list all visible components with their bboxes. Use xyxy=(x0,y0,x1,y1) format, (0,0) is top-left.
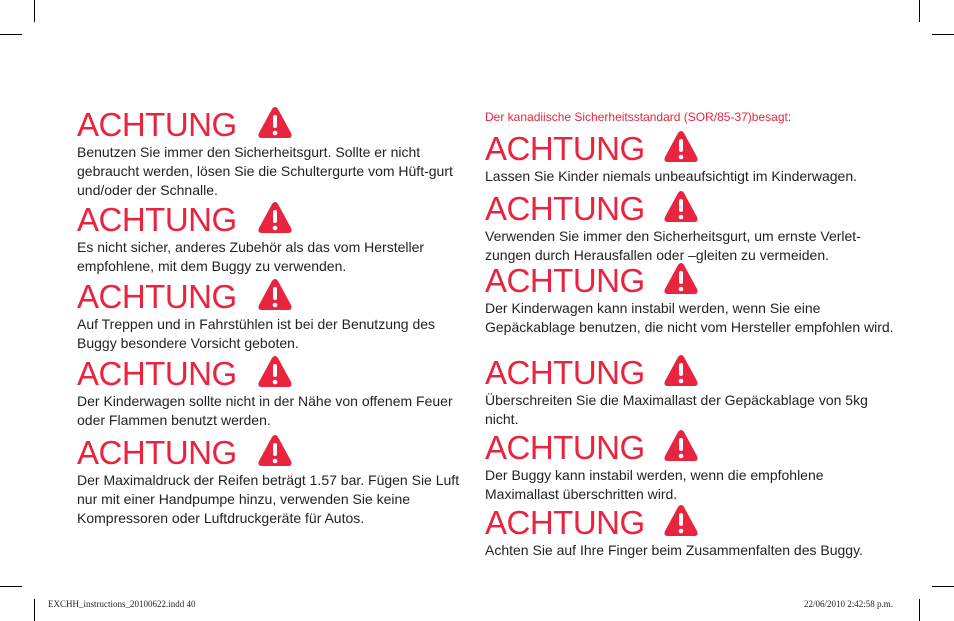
warning-block xyxy=(77,203,467,276)
warning-title: ACHTUNG xyxy=(77,434,237,471)
warning-title: ACHTUNG xyxy=(77,201,237,238)
warning-title: ACHTUNG xyxy=(485,130,645,167)
crop-mark xyxy=(919,0,920,22)
crop-mark xyxy=(0,34,22,35)
warning-triangle-icon xyxy=(663,129,699,165)
warning-triangle-icon xyxy=(663,353,699,389)
crop-mark xyxy=(0,586,22,587)
warning-triangle-icon xyxy=(663,503,699,539)
warning-text: Benutzen Sie immer den Sicherheitsgurt. Sollte er nicht gebraucht werden, lösen Sie die Schultergurte vom Hüft-gurt und/oder der Schnalle. xyxy=(77,144,453,198)
warning-block xyxy=(77,280,467,353)
warning-text: Verwenden Sie immer den Sicherheitsgurt, um ernste Verlet-zungen durch Herausfallen oder –gleiten zu vermeiden. xyxy=(485,228,861,263)
warning-text: Achten Sie auf Ihre Finger beim Zusammenfalten des Buggy. xyxy=(485,542,863,558)
warning-block xyxy=(485,264,905,337)
warning-block xyxy=(485,356,905,429)
warning-block xyxy=(77,357,467,430)
warning-title: ACHTUNG xyxy=(485,262,645,299)
warning-block xyxy=(485,431,905,504)
warning-text: Der Buggy kann instabil werden, wenn die empfohlene Maximallast überschritten wird. xyxy=(485,467,824,502)
warning-title: ACHTUNG xyxy=(485,504,645,541)
warning-text: Es nicht sicher, anderes Zubehör als das vom Hersteller empfohlene, mit dem Buggy zu verwenden. xyxy=(77,239,425,274)
warning-block xyxy=(485,132,905,186)
warning-title: ACHTUNG xyxy=(485,429,645,466)
warning-title: ACHTUNG xyxy=(485,354,645,391)
warning-triangle-icon xyxy=(257,200,293,236)
crop-mark xyxy=(932,586,954,587)
warning-triangle-icon xyxy=(663,428,699,464)
warning-triangle-icon xyxy=(663,189,699,225)
warning-title: ACHTUNG xyxy=(77,106,237,143)
warning-triangle-icon xyxy=(257,105,293,141)
warning-text: Lassen Sie Kinder niemals unbeaufsichtigt im Kinderwagen. xyxy=(485,168,857,184)
warning-triangle-icon xyxy=(257,354,293,390)
warning-title: ACHTUNG xyxy=(77,278,237,315)
warning-text: Der Maximaldruck der Reifen beträgt 1.57 bar. Fügen Sie Luft nur mit einer Handpumpe hinzu, verwenden Sie keine Kompressoren oder Luftdruckgeräte für Autos. xyxy=(77,472,460,526)
warning-block xyxy=(77,108,467,200)
footer-filename: EXCHH_instructions_20100622.indd 40 xyxy=(48,599,196,609)
warning-triangle-icon xyxy=(663,261,699,297)
crop-mark xyxy=(34,599,35,621)
warning-block xyxy=(485,192,905,265)
warning-text: Der Kinderwagen kann instabil werden, wenn Sie eine Gepäckablage benutzen, die nicht vom Hersteller empfohlen wird. xyxy=(485,300,894,335)
warning-block xyxy=(485,506,905,560)
warning-title: ACHTUNG xyxy=(485,190,645,227)
crop-mark xyxy=(932,34,954,35)
warning-triangle-icon xyxy=(257,277,293,313)
warning-text: Der Kinderwagen sollte nicht in der Nähe von offenem Feuer oder Flammen benutzt werden. xyxy=(77,393,453,428)
crop-mark xyxy=(34,0,35,22)
warning-text: Überschreiten Sie die Maximallast der Gepäckablage von 5kg nicht. xyxy=(485,392,868,427)
warning-text: Auf Treppen und in Fahrstühlen ist bei der Benutzung des Buggy besondere Vorsicht geboten. xyxy=(77,316,436,351)
crop-mark xyxy=(919,599,920,621)
warning-block xyxy=(77,436,467,528)
warning-triangle-icon xyxy=(257,433,293,469)
canadian-standard-intro: Der kanadiische Sicherheitsstandard (SOR/85-37)besagt: xyxy=(485,110,792,124)
footer-timestamp: 22/06/2010 2:42:58 p.m. xyxy=(804,599,894,609)
warning-title: ACHTUNG xyxy=(77,355,237,392)
